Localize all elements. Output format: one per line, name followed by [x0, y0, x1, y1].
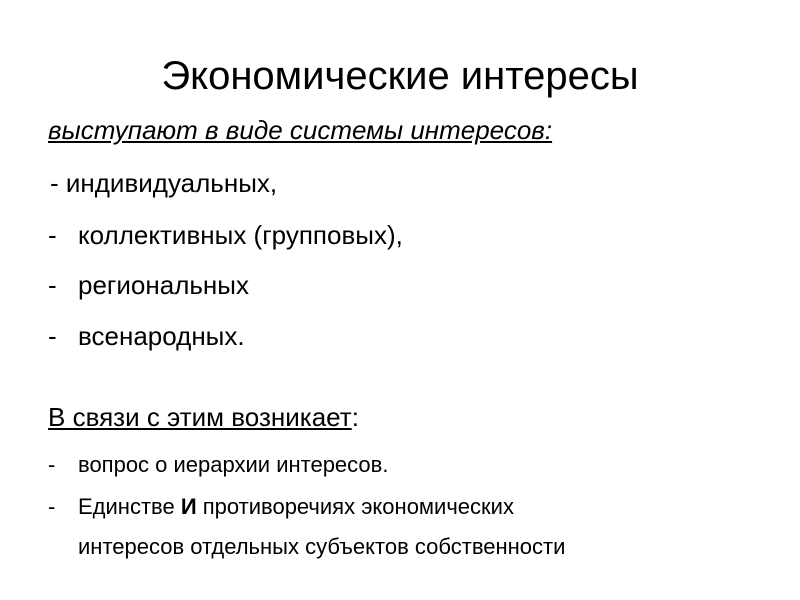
list-item-label: всенародных.: [78, 321, 245, 351]
list-item-collective: [48, 218, 403, 252]
sub-item-label: вопрос о иерархии интересов.: [78, 452, 389, 477]
list-item-national: [48, 319, 245, 353]
sub-item-text-before: Единстве: [78, 494, 181, 519]
dash-marker: -: [48, 270, 57, 300]
slide-title: Экономические интересы: [161, 54, 639, 98]
dash-marker: -: [48, 220, 57, 250]
sub-item-bold-conjunction: И: [180, 494, 197, 519]
list-item-individual: - индивидуальных,: [50, 168, 278, 198]
sub-item-hierarchy: [48, 450, 388, 480]
section-heading: [48, 400, 359, 434]
sub-item-text-after: противоречиях экономических: [196, 494, 514, 519]
sub-item-continuation: интересов отдельных субъектов собственности: [78, 534, 566, 559]
list-item-label: коллективных (групповых),: [78, 220, 403, 250]
list-item-label: региональных: [78, 270, 249, 300]
dash-marker: -: [48, 452, 56, 477]
intro-text: выступают в виде системы интересов:: [48, 115, 553, 145]
section-heading-colon: :: [351, 402, 359, 432]
section-heading-text: В связи с этим возникает: [48, 402, 352, 432]
list-item-regional: [48, 268, 249, 302]
dash-marker: -: [48, 494, 56, 519]
dash-marker: -: [48, 321, 57, 351]
sub-item-unity: [48, 492, 514, 522]
